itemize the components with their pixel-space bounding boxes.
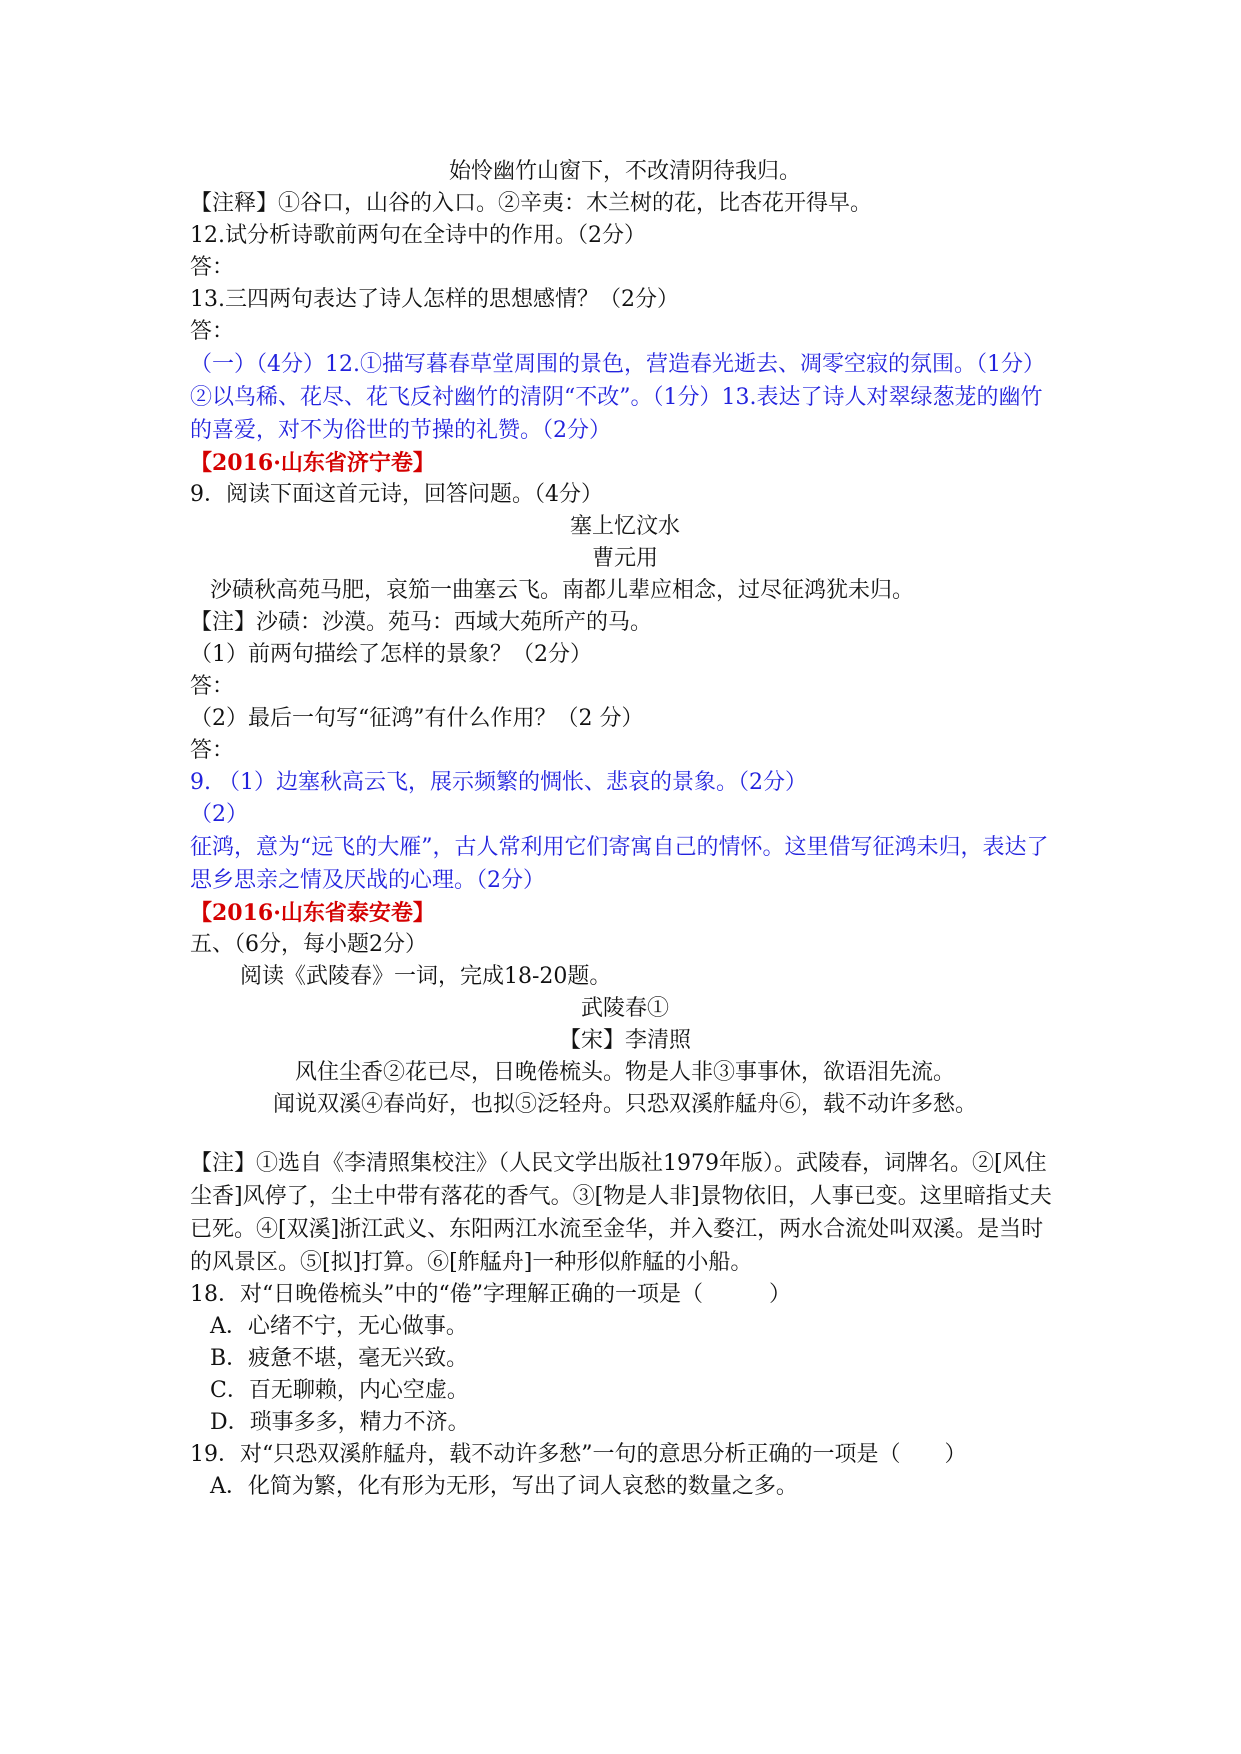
question-12: 12.试分析诗歌前两句在全诗中的作用。（2分） — [190, 223, 646, 248]
answer-label: 答： — [190, 319, 235, 344]
question-19: 19．对“只恐双溪舴艋舟，载不动许多愁”一句的意思分析正确的一项是（ ） — [190, 1442, 967, 1467]
reading-instruction: 阅读《武陵春》一词，完成18-20题。 — [240, 964, 612, 989]
answer-key-9-1: 9. （1）边塞秋高云飞，展示频繁的惆怅、悲哀的景象。（2分） — [190, 770, 807, 795]
option-18-d: D．琐事多多，精力不济。 — [210, 1410, 470, 1435]
document-page — [190, 156, 1060, 1503]
poem-body: 沙碛秋高苑马肥，哀笳一曲塞云飞。南都儿辈应相念，过尽征鸿犹未归。 — [210, 578, 915, 603]
section-heading-taian: 【2016·山东省泰安卷】 — [190, 900, 435, 926]
section-heading-jining: 【2016·山东省济宁卷】 — [190, 450, 435, 476]
answer-key-9-2-label: （2） — [190, 802, 248, 827]
option-18-b: B．疲惫不堪，毫无兴致。 — [210, 1346, 469, 1371]
poem-title: 塞上忆汶水 — [569, 514, 680, 539]
answer-key-12-13: （一）（4分）12.①描写暮春草堂周围的景色，营造春光逝去、凋零空寂的氛围。（1分）②以鸟稀、花尽、花飞反衬幽竹的清阴“不改”。（1分）13.表达了诗人对翠绿葱茏的幽竹的喜爱，对不为俗世的节操的礼赞。（2分） — [190, 352, 1045, 443]
annotation-note: 【注释】①谷口，山谷的入口。②辛夷：木兰树的花，比杏花开得早。 — [190, 191, 873, 216]
answer-label: 答： — [190, 255, 235, 280]
ci-notes: 【注】①选自《李清照集校注》（人民文学出版社1979年版）。武陵春，词牌名。②[风住尘香]风停了，尘土中带有落花的香气。③[物是人非]景物依旧，人事已变。这里暗指丈夫已死。④[双溪]浙江武义、东阳两江水流至金华，并入婺江，两水合流处叫双溪。是当时的风景区。⑤[拟]打算。⑥[舴艋舟]一种形似舴艋的小船。 — [190, 1151, 1052, 1275]
question-9: 9．阅读下面这首元诗，回答问题。（4分） — [190, 482, 603, 507]
section-five-header: 五、（6分，每小题2分） — [190, 932, 427, 957]
question-9-1: （1）前两句描绘了怎样的景象？（2分） — [190, 642, 592, 667]
answer-label: 答： — [190, 738, 235, 763]
question-13: 13.三四两句表达了诗人怎样的思想感情？（2分） — [190, 287, 679, 312]
question-9-2: （2）最后一句写“征鸿”有什么作用？（2 分） — [190, 706, 644, 731]
option-19-a: A．化简为繁，化有形为无形，写出了词人哀愁的数量之多。 — [210, 1474, 798, 1499]
poem-note: 【注】沙碛：沙漠。苑马：西域大苑所产的马。 — [190, 610, 653, 635]
option-18-c: C．百无聊赖，内心空虚。 — [210, 1378, 469, 1403]
question-18: 18．对“日晚倦梳头”中的“倦”字理解正确的一项是（ ） — [190, 1282, 791, 1307]
answer-key-9-2: 征鸿，意为“远飞的大雁”，古人常利用它们寄寓自己的情怀。这里借写征鸿未归，表达了思乡思亲之情及厌战的心理。（2分） — [190, 835, 1049, 893]
poem-author: 曹元用 — [591, 546, 658, 571]
answer-label: 答： — [190, 674, 235, 699]
option-18-a: A．心绪不宁，无心做事。 — [210, 1314, 468, 1339]
spacer — [190, 1121, 1060, 1147]
ci-author: 【宋】李清照 — [558, 1028, 691, 1053]
ci-line-1: 风住尘香②花已尽，日晚倦梳头。物是人非③事事休，欲语泪先流。 — [294, 1060, 955, 1085]
poem-closing-line: 始怜幽竹山窗下，不改清阴待我归。 — [448, 159, 801, 184]
ci-title: 武陵春① — [580, 996, 669, 1021]
ci-line-2: 闻说双溪④春尚好，也拟⑤泛轻舟。只恐双溪舴艋舟⑥，载不动许多愁。 — [272, 1092, 977, 1117]
